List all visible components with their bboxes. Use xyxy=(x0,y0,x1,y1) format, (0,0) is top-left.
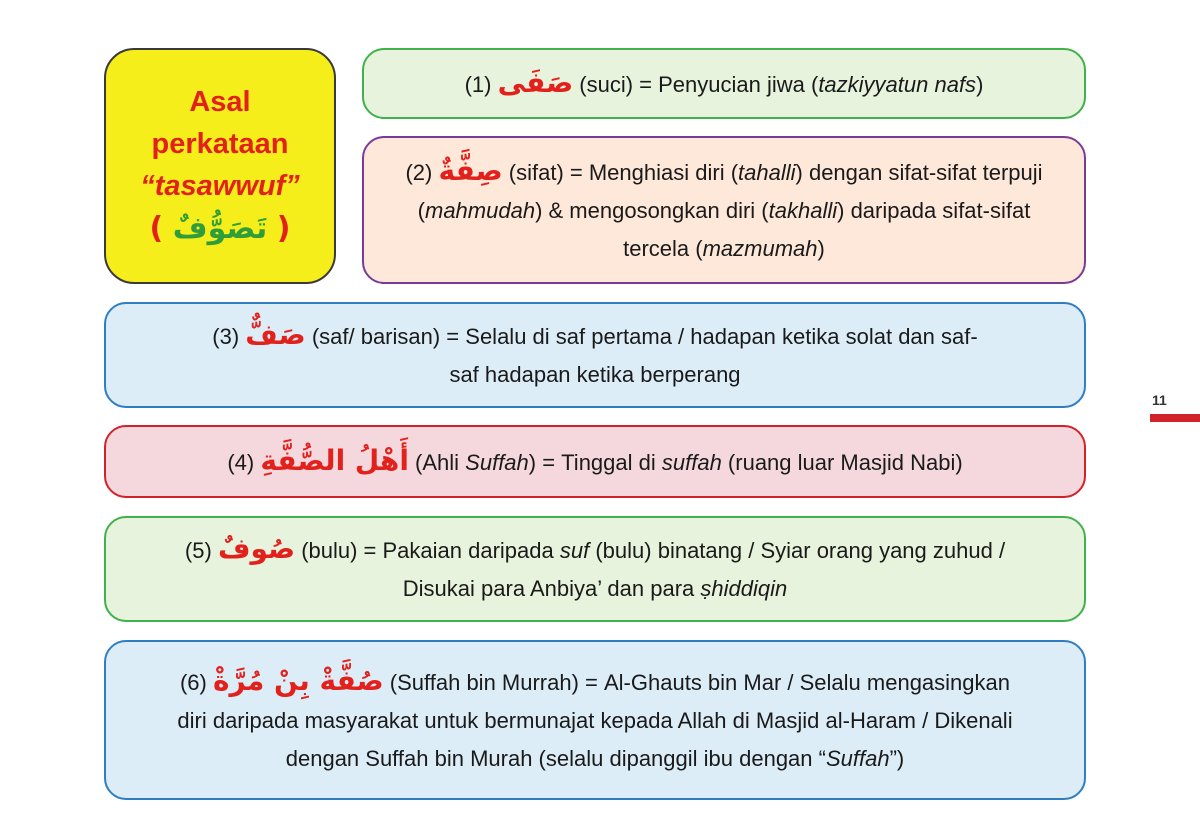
page-number: 11 xyxy=(1152,392,1167,408)
definition-text-1 xyxy=(465,64,984,104)
title-arabic-word: تَصَوُّفٌ xyxy=(172,211,268,246)
title-paren-open: ( xyxy=(149,211,164,246)
definition-box-6 xyxy=(104,640,1086,800)
text-segment: (Suffah bin Murrah) = Al-Ghauts bin Mar / Selalu mengasingkan diri daripada masyarakat untuk bermunajat kepada Allah di Masjid al-Haram / Dikenali dengan Suffah bin Murah (selalu dipanggil ibu dengan “ xyxy=(177,670,1013,771)
arabic-word: صَفَى xyxy=(497,65,574,99)
italic-term: mazmumah xyxy=(702,236,818,261)
text-segment: (ruang luar Masjid Nabi) xyxy=(721,449,963,475)
title-box xyxy=(104,48,336,284)
definition-text-5 xyxy=(134,530,1056,608)
item-number: (4) xyxy=(227,449,255,475)
definition-text-2 xyxy=(392,152,1056,268)
title-arabic-line xyxy=(149,207,290,251)
text-segment: ) & mengosongkan diri ( xyxy=(535,198,769,223)
italic-term: tahalli xyxy=(738,160,796,185)
item-number: (1) xyxy=(464,71,492,97)
definition-box-4 xyxy=(104,425,1086,498)
text-segment: (sifat) = Menghiasi diri ( xyxy=(502,160,739,185)
italic-term: Suffah xyxy=(465,449,529,475)
title-line-2: perkataan xyxy=(151,128,289,160)
text-segment: (Ahli xyxy=(408,449,466,475)
arabic-word: صِفَّةٌ xyxy=(438,154,503,187)
text-segment: ) = Tinggal di xyxy=(528,449,662,475)
definition-text-4 xyxy=(227,442,962,482)
title-paren-close: ) xyxy=(276,211,291,246)
text-segment: ) xyxy=(976,71,984,97)
text-segment: (saf/ barisan) = Selalu di saf pertama / hadapan ketika solat dan saf-saf hadapan ketika berperang xyxy=(305,324,978,387)
text-segment: ) daripada sifat-sifat tercela ( xyxy=(623,198,1031,261)
arabic-word: صُوفٌ xyxy=(217,532,296,565)
item-number: (5) xyxy=(184,538,212,563)
italic-term: takhalli xyxy=(768,198,838,223)
definition-box-5 xyxy=(104,516,1086,622)
definition-box-1 xyxy=(362,48,1086,119)
arabic-word: صُفَّةْ بِنْ مُرَّةْ xyxy=(213,664,384,697)
italic-term: suffah xyxy=(661,449,722,475)
item-number: (6) xyxy=(179,670,207,695)
italic-term: tazkiyyatun nafs xyxy=(818,71,977,97)
title-line-3: “tasawwuf” xyxy=(140,170,300,202)
definition-text-3 xyxy=(134,316,1056,394)
italic-term: mahmudah xyxy=(425,198,536,223)
text-segment: ) dengan sifat-sifat terpuji ( xyxy=(417,160,1043,223)
italic-term: Suffah xyxy=(825,746,890,771)
definition-text-6 xyxy=(134,662,1056,778)
definition-box-3 xyxy=(104,302,1086,408)
text-segment: (bulu) binatang / Syiar orang yang zuhud / Disukai para Anbiya’ dan para xyxy=(402,538,1006,601)
italic-term: suf xyxy=(559,538,590,563)
item-number: (2) xyxy=(405,160,433,185)
arabic-word: أَهْلُ الصُّفَّةِ xyxy=(260,443,409,477)
text-segment: ) xyxy=(817,236,825,261)
text-segment: ”) xyxy=(889,746,905,771)
text-segment: (suci) = Penyucian jiwa ( xyxy=(573,71,819,97)
text-segment: (bulu) = Pakaian daripada xyxy=(295,538,560,563)
item-number: (3) xyxy=(212,324,240,349)
page-marker-bar xyxy=(1150,414,1200,422)
title-line-1: Asal xyxy=(189,86,251,118)
definition-box-2 xyxy=(362,136,1086,284)
italic-term: ṣhiddiqin xyxy=(700,576,788,601)
arabic-word: صَفٌّ xyxy=(245,318,306,351)
